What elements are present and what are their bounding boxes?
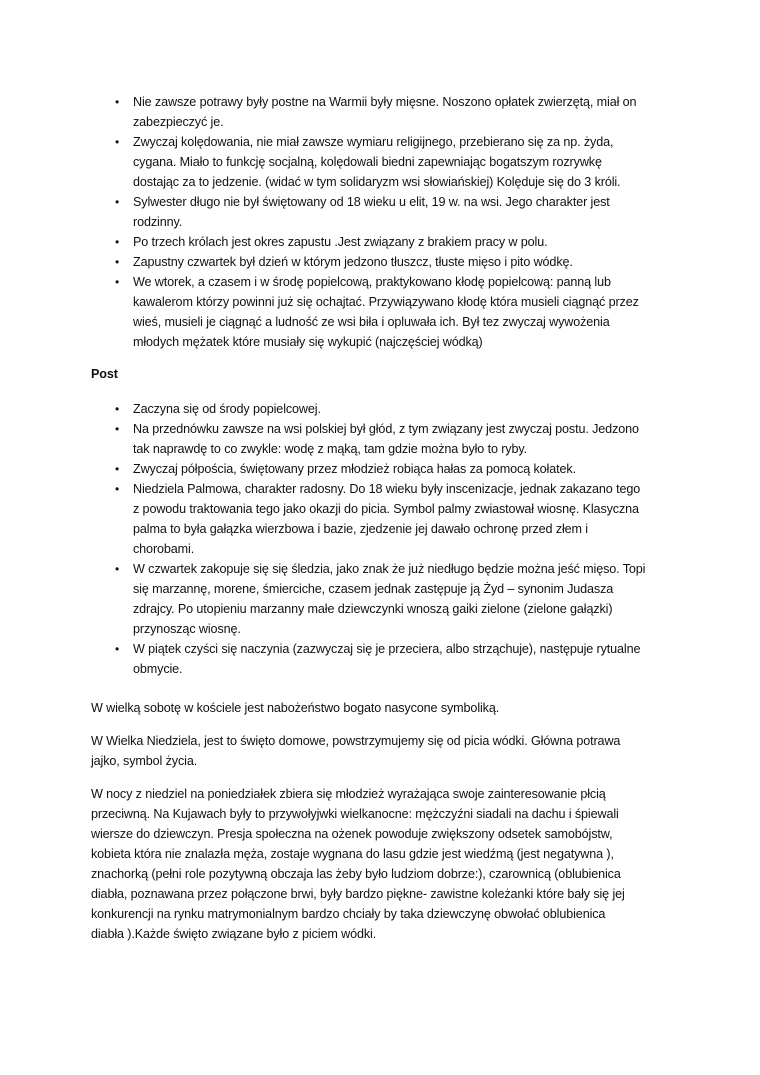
bullet-icon: • [115,275,120,289]
paragraphs [91,698,691,944]
text-line: Zaczyna się od środy popielcowej. [133,402,321,416]
text-line: cygana. Miało to funkcję socjalną, kolędowali biedni zapewniając bogatszym rozrywkę [133,155,602,169]
text-line: zdrajcy. Po utopieniu marzanny małe dziewczynki wnoszą gaiki zielone (zielone gałązki) [133,602,613,616]
list-item [91,272,691,352]
text-line: Zwyczaj półpościa, świętowany przez młodzież robiąca hałas za pomocą kołatek. [133,462,576,476]
bullet-icon: • [115,422,120,436]
bullet-icon: • [115,135,120,149]
text-line: tak naprawdę to co zwykle: wodę z mąką, tam gdzie można było to ryby. [133,442,527,456]
bullet-icon: • [115,482,120,496]
paragraph [91,731,691,771]
list-item [91,192,691,232]
bullet-icon: • [115,462,120,476]
text-line: Sylwester długo nie był świętowany od 18 wieku u elit, 19 w. na wsi. Jego charakter jest [133,195,610,209]
bullet-icon: • [115,562,120,576]
text-line: W piątek czyści się naczynia (zazwyczaj się je przeciera, albo strząchuje), następuje rytualne [133,642,641,656]
text-line: palma to była gałązka wierzbowa i bazie, zjedzenie jej dawało ochronę przed złem i [133,522,588,536]
text-line: Po trzech królach jest okres zapustu .Jest związany z brakiem pracy w polu. [133,235,548,249]
bullet-icon: • [115,235,120,249]
bullet-icon: • [115,195,120,209]
text-line: młodych mężatek które musiały się wykupić (najczęściej wódką) [133,335,483,349]
list-item [91,459,691,479]
text-line: We wtorek, a czasem i w środę popielcową, praktykowano kłodę popielcową: panną lub [133,275,611,289]
text-line: wiersze do dziewczyn. Presja społeczna na ożenek powoduje zwiększony odsetek samobójstw, [91,827,613,841]
text-line: się marzannę, morene, śmierciche, czasem jednak zastępuje ją Żyd – synonim Judasza [133,582,614,596]
list-item [91,399,691,419]
text-line: rodzinny. [133,215,183,229]
text-line: Zwyczaj kolędowania, nie miał zawsze wymiaru religijnego, przebierano się za np. żyda, [133,135,614,149]
bullet-icon: • [115,95,120,109]
text-line: z powodu traktowania tego jako okazji do picia. Symbol palmy zwiastował wiosnę. Klasyczna [133,502,639,516]
list-item [91,479,691,559]
text-line: przynosząc wiosnę. [133,622,241,636]
text-line: chorobami. [133,542,195,556]
text-line: Niedziela Palmowa, charakter radosny. Do 18 wieku były inscenizacje, jednak zakazano tego [133,482,641,496]
list-item [91,92,691,132]
bullet-icon: • [115,642,120,656]
text-line: W wielką sobotę w kościele jest nabożeństwo bogato nasycone symboliką. [91,701,500,715]
bullet-icon: • [115,255,120,269]
text-line: Na przednówku zawsze na wsi polskiej był głód, z tym związany jest zwyczaj postu. Jedzono [133,422,639,436]
paragraph [91,784,691,944]
bullet-list-customs [91,92,691,352]
text-line: kobieta która nie znalazła męża, zostaje wygnana do lasu gdzie jest wiedźmą (jest negatywna ), [91,847,614,861]
bullet-icon: • [115,402,120,416]
text-line: W Wielka Niedziela, jest to święto domowe, powstrzymujemy się od picia wódki. Główna potrawa [91,734,621,748]
text-line: Zapustny czwartek był dzień w którym jedzono tłuszcz, tłuste mięso i pito wódkę. [133,255,573,269]
list-item [91,132,691,192]
list-item [91,252,691,272]
text-line: znachorką (pełni role pozytywną obczaja las żeby było ludziom dobrze:), czarownicą (oblubienica [91,867,621,881]
text-line: przeciwną. Na Kujawach były to przywołyjwki wielkanocne: mężczyźni siadali na dachu i śpiewali [91,807,619,821]
text-line: diabła ).Każde święto związane było z piciem wódki. [91,927,377,941]
text-line: W nocy z niedziel na poniedziałek zbiera się młodzież wyrażająca swoje zainteresowanie płcią [91,787,606,801]
text-line: Nie zawsze potrawy były postne na Warmii były mięsne. Noszono opłatek zwierzętą, miał on [133,95,637,109]
text-line: kawalerom którzy powinni już się ochajtać. Przywiązywano kłodę która musieli ciągnąć przez [133,295,639,309]
text-line: diabła, poznawana przez połączone brwi, były bardzo piękne- zawistne koleżanki które bały się jej [91,887,625,901]
text-line: dostając za to jedzenie. (widać w tym solidaryzm wsi słowiańskiej) Kolęduje się do 3 króli. [133,175,621,189]
text-line: konkurencji na rynku matrymonialnym bardzo chciały by taka dziewczynę obwołać oblubienica [91,907,606,921]
paragraph [91,698,691,718]
list-item [91,559,691,639]
section-heading-post: Post [91,367,118,381]
bullet-list-post [91,399,691,679]
list-item [91,232,691,252]
text-line: wieś, musieli je ciągnąć a ludność ze wsi biła i opluwała ich. Był tez zwyczaj wywożenia [133,315,610,329]
list-item [91,419,691,459]
text-line: jajko, symbol życia. [91,754,198,768]
text-line: W czwartek zakopuje się się śledzia, jako znak że już niedługo będzie można jeść mięso. Topi [133,562,646,576]
document-page [91,92,691,957]
list-item [91,639,691,679]
text-line: obmycie. [133,662,183,676]
text-line: zabezpieczyć je. [133,115,224,129]
